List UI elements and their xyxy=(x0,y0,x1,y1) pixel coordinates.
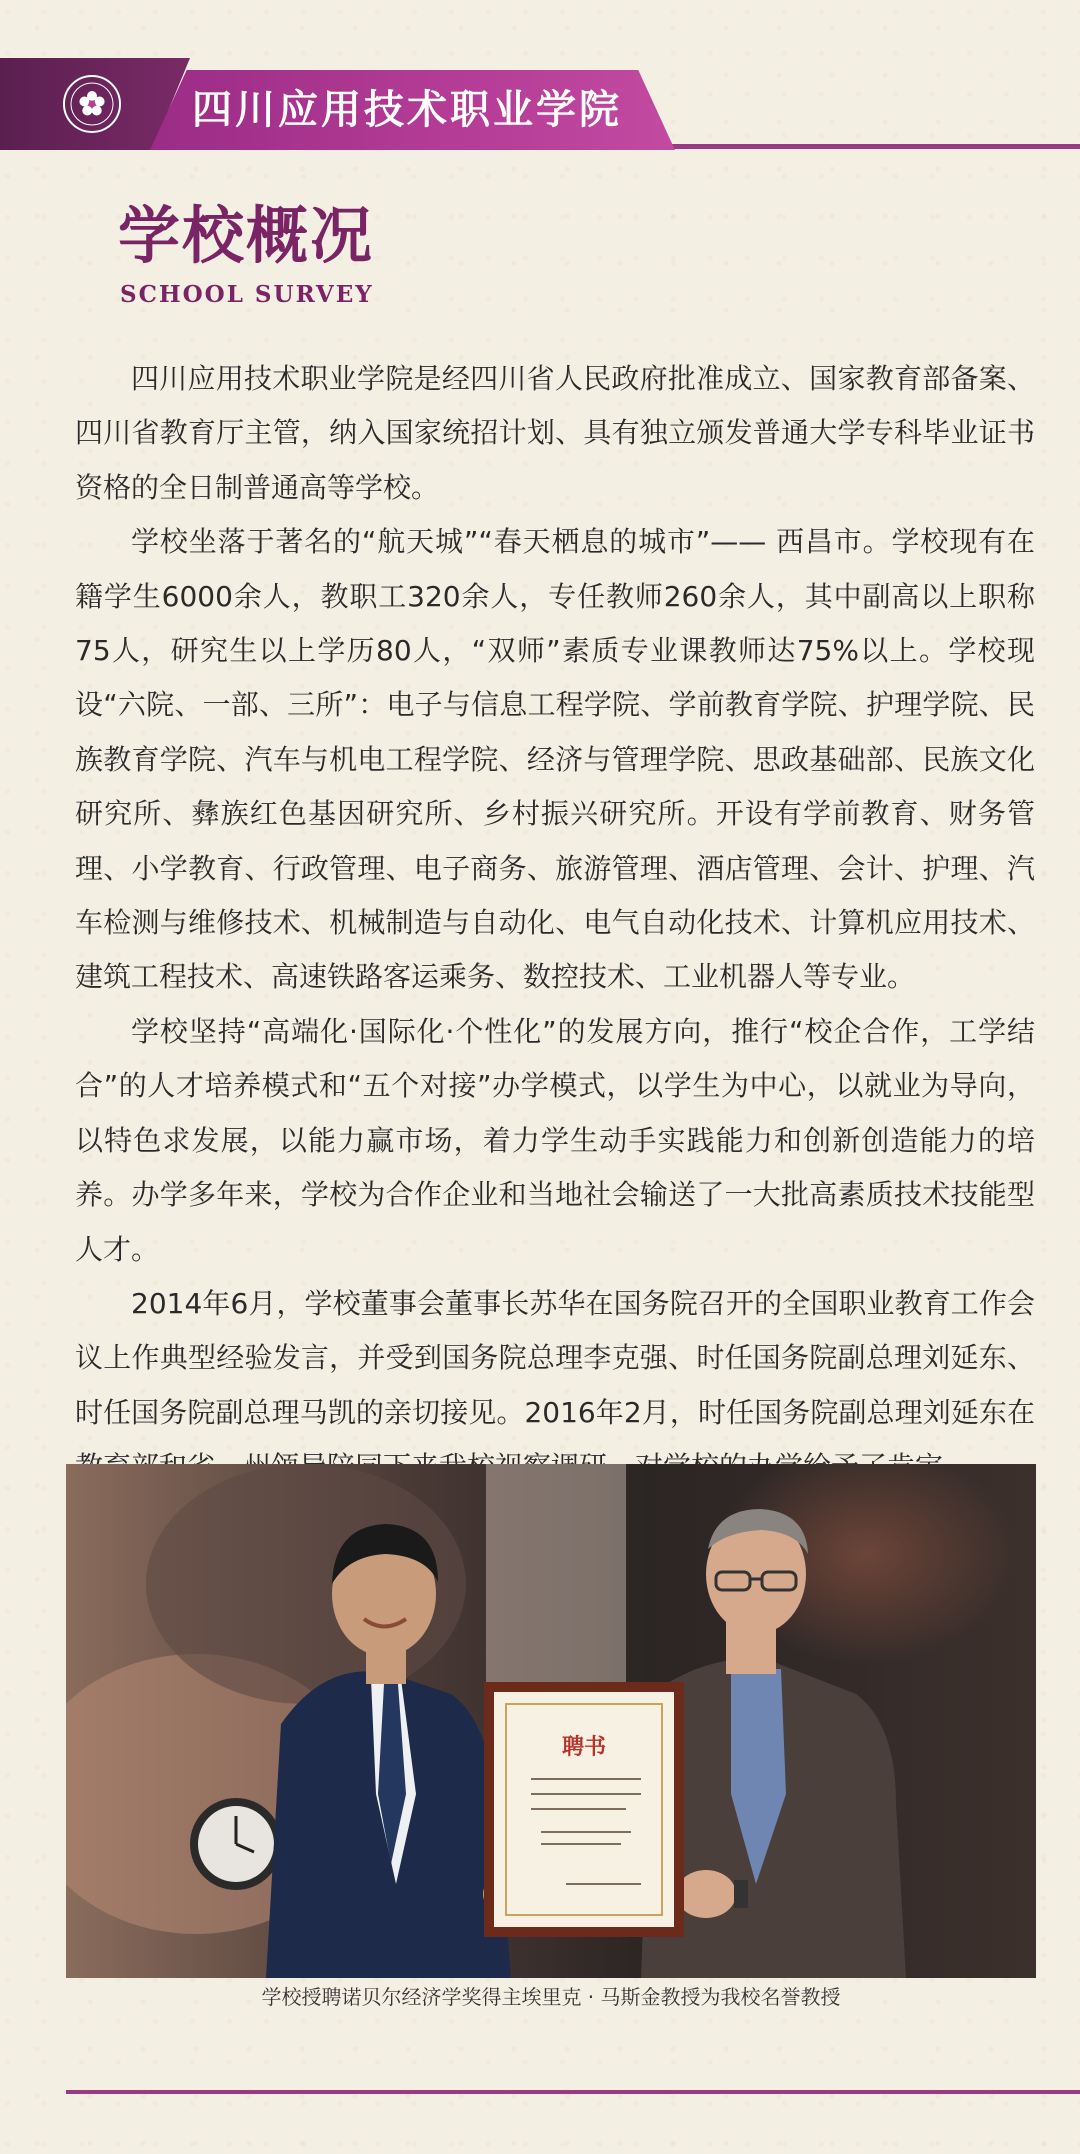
intro-text xyxy=(75,352,1035,1495)
paragraph: 四川应用技术职业学院是经四川省人民政府批准成立、国家教育部备案、四川省教育厅主管，纳入国家统招计划、具有独立颁发普通大学专科毕业证书资格的全日制普通高等学校。 xyxy=(75,362,1035,504)
school-name: 四川应用技术职业学院 xyxy=(192,87,622,133)
school-emblem-icon xyxy=(62,74,122,134)
paragraph: 学校坐落于著名的“航天城”“春天栖息的城市”—— 西昌市。学校现有在籍学生6000余人，教职工320余人，专任教师260余人，其中副高以上职称75人，研究生以上学历80人，“双师”素质专业课教师达75%以上。学校现设“六院、一部、三所”：电子与信息工程学院、学前教育学院、护理学院、民族教育学院、汽车与机电工程学院、经济与管理学院、思政基础部、民族文化研究所、彝族红色基因研究所、乡村振兴研究所。开设有学前教育、财务管理、小学教育、行政管理、电子商务、旅游管理、酒店管理、会计、护理、汽车检测与维修技术、机械制造与自动化、电气自动化技术、计算机应用技术、建筑工程技术、高速铁路客运乘务、数控技术、工业机器人等专业。 xyxy=(75,525,1035,994)
section-subtitle: SCHOOL SURVEY xyxy=(120,281,374,308)
photo-caption: 学校授聘诺贝尔经济学奖得主埃里克 · 马斯金教授为我校名誉教授 xyxy=(261,1985,841,2009)
paragraph: 学校坚持“高端化·国际化·个性化”的发展方向，推行“校企合作，工学结合”的人才培养模式和“五个对接”办学模式，以学生为中心，以就业为导向，以特色求发展，以能力赢市场，着力学生动手实践能力和创新创造能力的培养。办学多年来，学校为合作企业和当地社会输送了一大批高素质技术技能型人才。 xyxy=(75,1014,1035,1266)
footer-rule xyxy=(66,2090,1080,2094)
certificate xyxy=(484,1682,684,1937)
section-title: 学校概况 xyxy=(118,199,375,272)
ceremony-photo xyxy=(66,1464,1036,1978)
photo-illustration xyxy=(66,1464,1036,1978)
paragraph: 2014年6月，学校董事会董事长苏华在国务院召开的全国职业教育工作会议上作典型经验发言，并受到国务院总理李克强、时任国务院副总理刘延东、时任国务院副总理马凯的亲切接见。2016年2月，时任国务院副总理刘延东在 xyxy=(75,1286,1035,1429)
certificate-title: 聘书 xyxy=(561,1735,607,1760)
